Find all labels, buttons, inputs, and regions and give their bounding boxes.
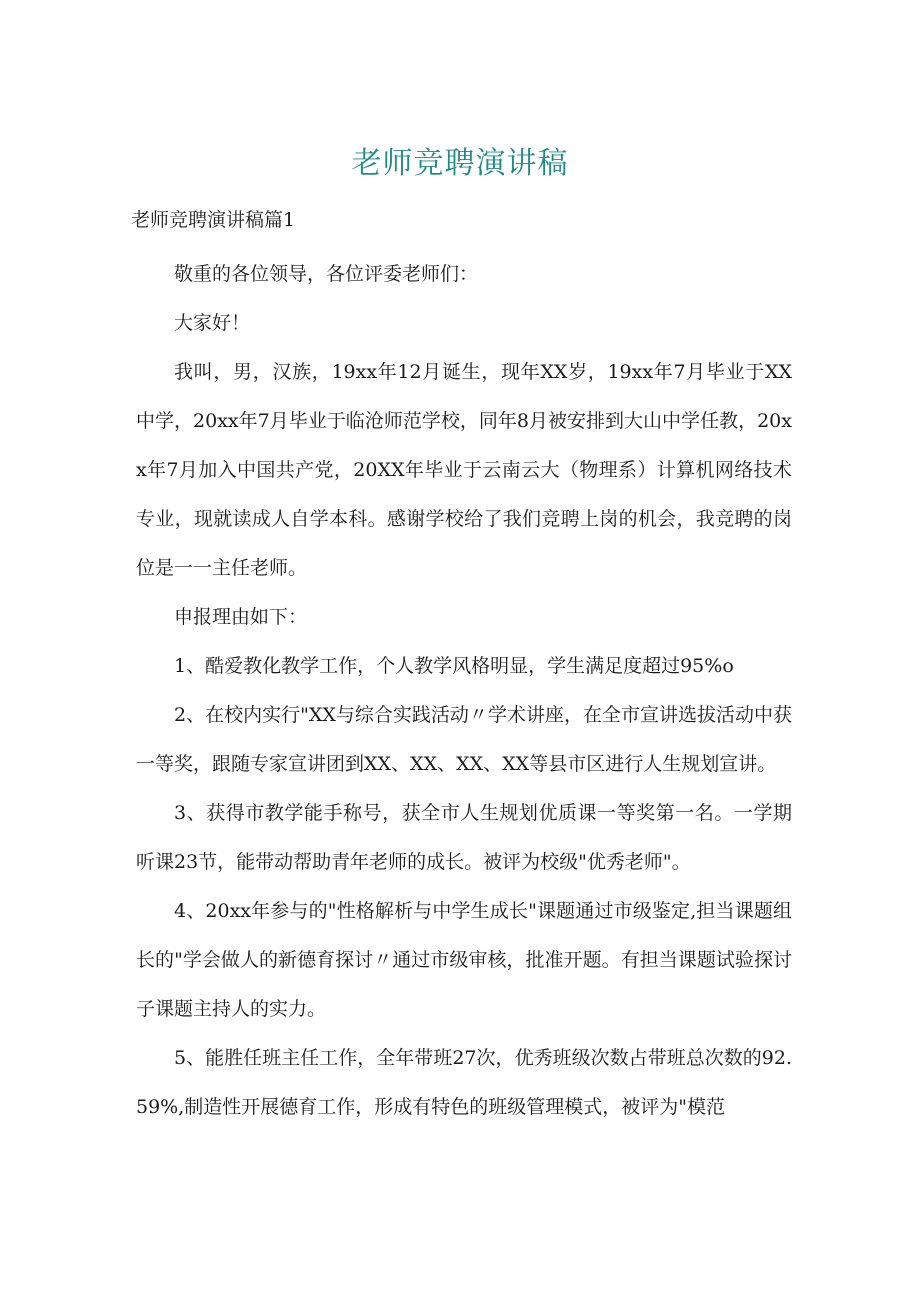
document-title: 老师竞聘演讲稿 (351, 146, 569, 181)
paragraph-reason-3: 3、获得市教学能手称号，获全市人生规划优质课一等奖第一名。一学期听课23节，能带动帮助青年老师的成长。被评为校级"优秀老师"。 (136, 802, 792, 873)
paragraph-reasons-heading: 申报理由如下： (174, 606, 308, 628)
paragraph-greeting: 大家好！ (174, 312, 251, 334)
paragraph-salutation: 敬重的各位领导，各位评委老师们： (174, 263, 479, 285)
paragraph-reason-2: 2、在校内实行"XX与综合实践活动〃学术讲座，在全市宣讲选拔活动中获一等奖，跟随专家宣讲团到XX、XX、XX、XX等县市区进行人生规划宣讲。 (136, 704, 792, 775)
paragraph-reason-4: 4、20xx年参与的"性格解析与中学生成长"课题通过市级鉴定,担当课题组长的"学会做人的新德育探讨〃通过市级审核，批准开题。有担当课题试验探讨子课题主持人的实力。 (136, 900, 792, 1020)
paragraph-reason-1: 1、酷爱教化教学工作，个人教学风格明显，学生满足度超过95%o (174, 655, 734, 677)
document-body (136, 250, 792, 1132)
document-subtitle: 老师竞聘演讲稿篇1 (131, 209, 296, 231)
paragraph-reason-5: 5、能胜任班主任工作，全年带班27次，优秀班级次数占带班总次数的92.59%,制造性开展德育工作，形成有特色的班级管理模式，被评为"模范 (136, 1047, 792, 1118)
paragraph-self-introduction: 我叫，男，汉族，19xx年12月诞生，现年XX岁，19xx年7月毕业于XX中学，20xx年7月毕业于临沧师范学校，同年8月被安排到大山中学任教，20xx年7月加入中国共产党，20XX年毕业于云南云大（物理系）计算机网络技术专业，现就读成人自学本科。感谢学校给了我们竞聘上岗的机会，我竞聘的岗位是一一主任老师。 (136, 361, 792, 579)
